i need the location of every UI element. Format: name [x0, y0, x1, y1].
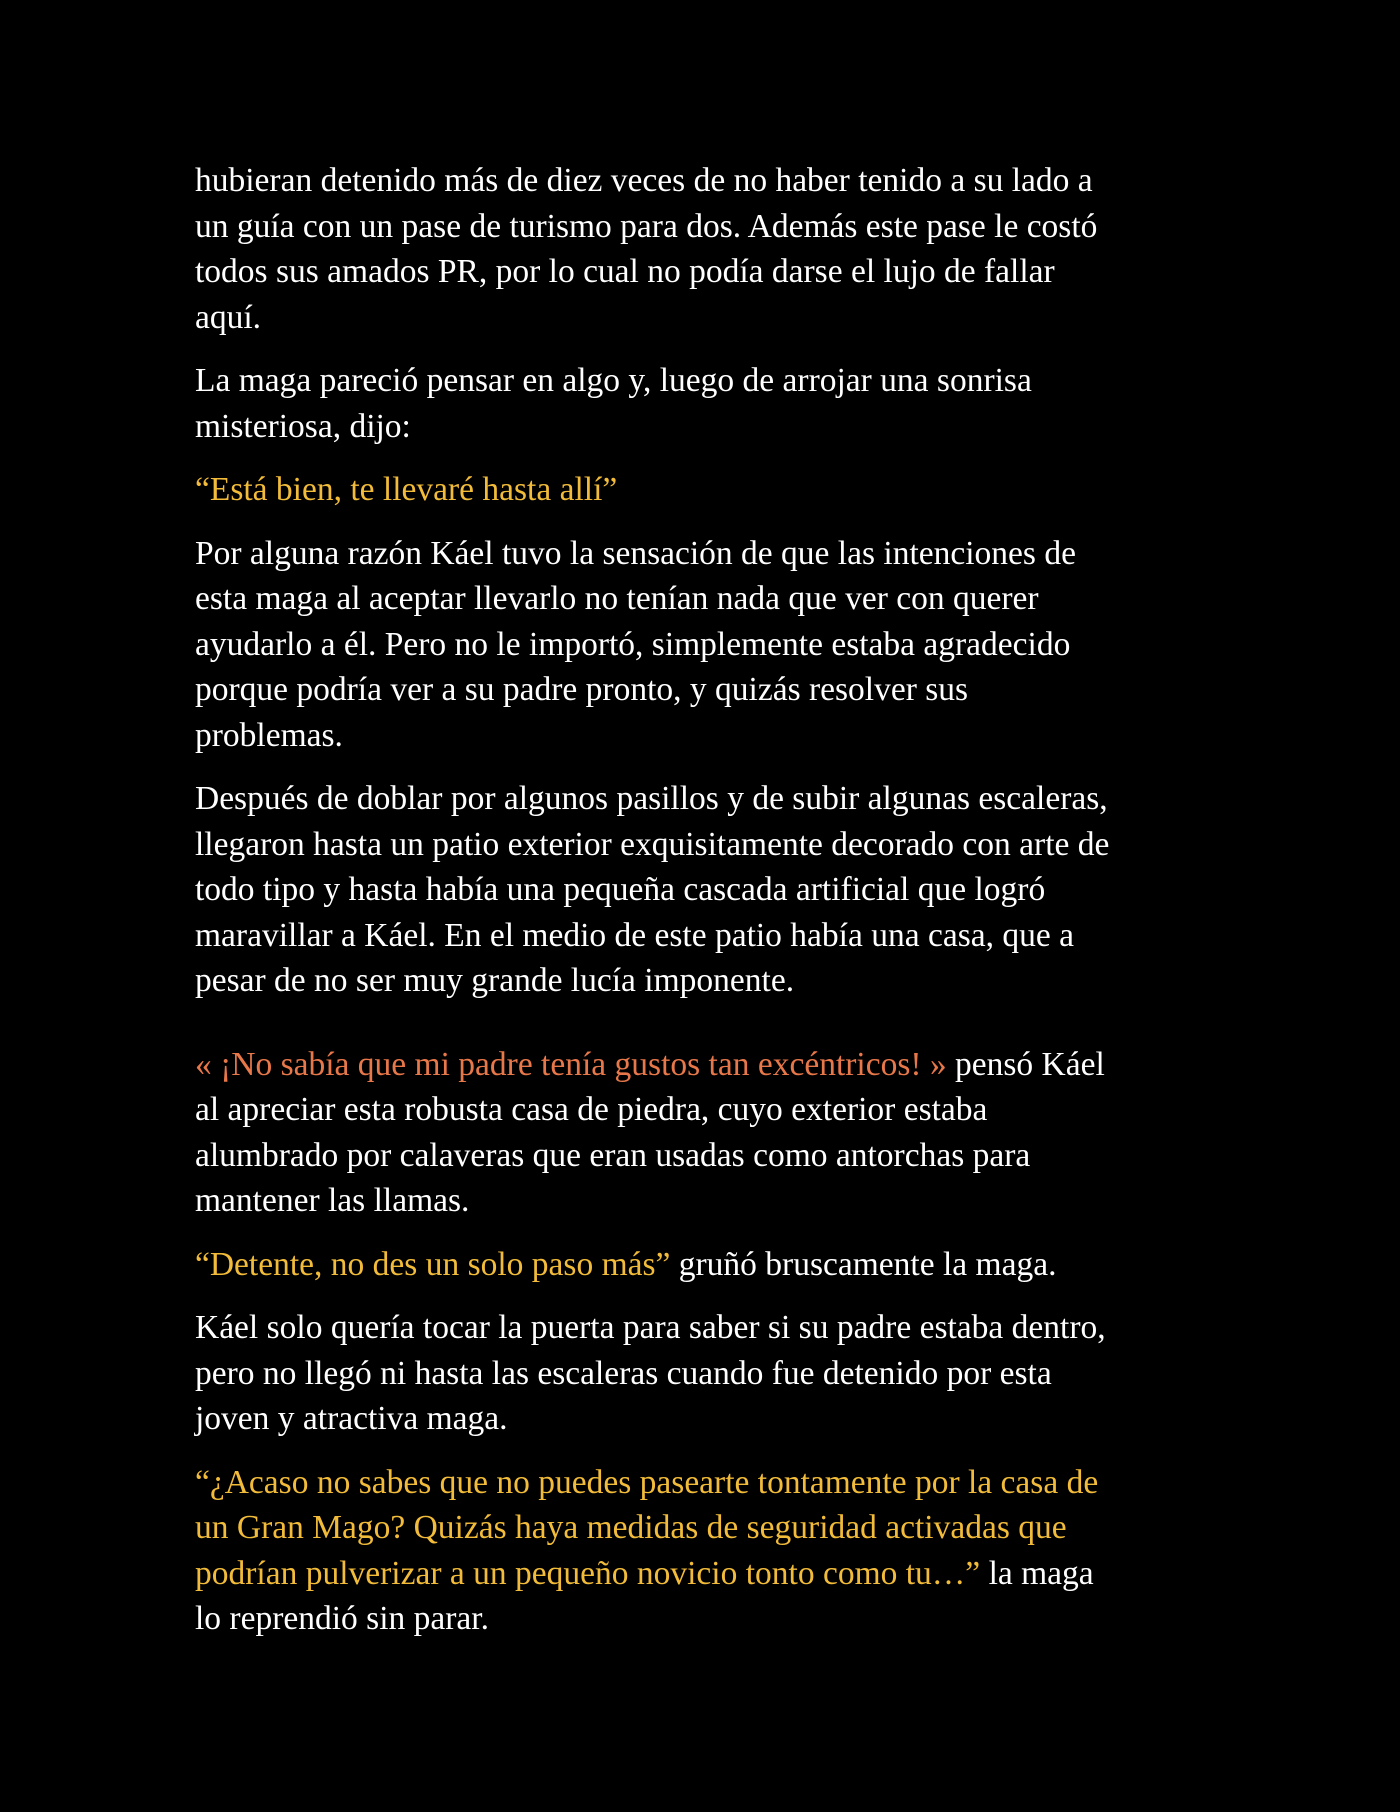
paragraph-9: [195, 1460, 1205, 1642]
paragraph-4: [195, 531, 1205, 759]
dialogue-text: “Detente, no des un solo paso más”: [195, 1245, 671, 1283]
narration-text: gruñó bruscamente la maga.: [670, 1245, 1057, 1283]
document-page: [195, 158, 1205, 1660]
paragraph-2: [195, 358, 1205, 449]
paragraph-1: [195, 158, 1205, 340]
narration-text: Después de doblar por algunos pasillos y de subir algunas escaleras, llegaron hasta un patio exterior exquisitamente decorado con arte de todo tipo y hasta había una pequeña cascada artificial que logró maravillar a Káel. En el medio de este patio había una casa, que a pesar de no ser muy grande lucía imponente.: [195, 780, 1110, 999]
narration-text: hubieran detenido más de diez veces de no haber tenido a su lado a un guía con un pase de turismo para dos. Además este pase le costó todos sus amados PR, por lo cual no podía darse el lujo de fallar aquí.: [195, 162, 1098, 336]
narration-text: Káel solo quería tocar la puerta para saber si su padre estaba dentro, pero no llegó ni hasta las escaleras cuando fue detenido por esta joven y atractiva maga.: [195, 1309, 1106, 1437]
paragraph-6: [195, 1042, 1205, 1224]
narration-text: La maga pareció pensar en algo y, luego de arrojar una sonrisa misteriosa, dijo:: [195, 362, 1032, 445]
paragraph-5: [195, 776, 1205, 1004]
dialogue-text: “Está bien, te llevaré hasta allí”: [195, 471, 618, 508]
thought-text: « ¡No sabía que mi padre tenía gustos tan excéntricos! »: [195, 1045, 947, 1083]
paragraph-3: [195, 467, 1205, 513]
narration-text: la maga lo reprendió sin parar.: [195, 1554, 1094, 1637]
narration-text: pensó Káel al apreciar esta robusta casa de piedra, cuyo exterior estaba alumbrado por calaveras que eran usadas como antorchas para mantener las llamas.: [195, 1045, 1105, 1219]
paragraph-8: [195, 1305, 1205, 1442]
narration-text: Por alguna razón Káel tuvo la sensación de que las intenciones de esta maga al aceptar llevarlo no tenían nada que ver con querer ayudarlo a él. Pero no le importó, simplemente estaba agradecido porque podría ver a su padre pronto, y quizás resolver sus problemas.: [195, 534, 1076, 754]
dialogue-text: “¿Acaso no sabes que no puedes pasearte tontamente por la casa de un Gran Mago? Quizás haya medidas de seguridad activadas que podrían pulverizar a un pequeño novicio tonto como tu…”: [195, 1463, 1099, 1592]
paragraph-7: [195, 1242, 1205, 1288]
